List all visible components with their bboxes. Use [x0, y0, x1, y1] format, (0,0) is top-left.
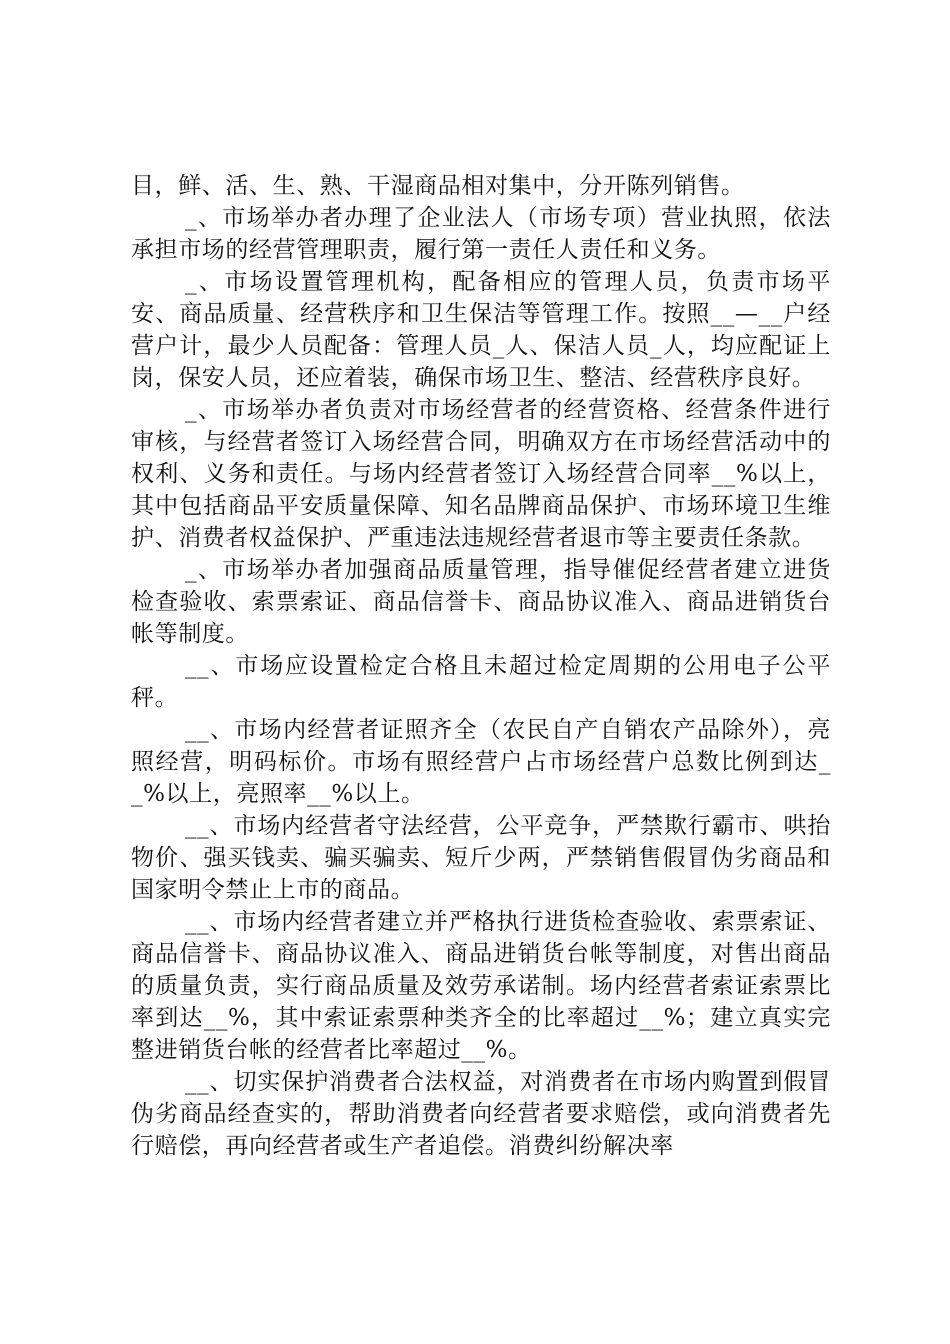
paragraph: _、市场举办者加强商品质量管理，指导催促经营者建立进货检查验收、索票索证、商品信誉卡、商品协议准入、商品进销货台帐等制度。	[131, 557, 831, 647]
paragraph: __、切实保护消费者合法权益，对消费者在市场内购置到假冒伪劣商品经查实的，帮助消费者向经营者要求赔偿，或向消费者先行赔偿，再向经营者或生产者追偿。消费纠纷解决率	[131, 1069, 831, 1159]
paragraph: __、市场内经营者建立并严格执行进货检查验收、索票索证、商品信誉卡、商品协议准入、商品进销货台帐等制度，对售出商品的质量负责，实行商品质量及效劳承诺制。场内经营者索证索票比率到达__%，其中索证索票种类齐全的比率超过__%；建立真实完整进销货台帐的经营者比率超过__%。	[131, 909, 831, 1063]
paragraph: __、市场内经营者证照齐全（农民自产自销农产品除外），亮照经营，明码标价。市场有照经营户占市场经营户总数比例到达__%以上，亮照率__%以上。	[131, 717, 831, 807]
paragraph: __、市场应设置检定合格且未超过检定周期的公用电子公平秤。	[131, 653, 831, 711]
paragraph: _、市场举办者负责对市场经营者的经营资格、经营条件进行审核，与经营者签订入场经营合同，明确双方在市场经营活动中的权利、义务和责任。与场内经营者签订入场经营合同率__%以上，其中包括商品平安质量保障、知名品牌商品保护、市场环境卫生维护、消费者权益保护、严重违法违规经营者退市等主要责任条款。	[131, 397, 831, 551]
paragraph: _、市场举办者办理了企业法人（市场专项）营业执照，依法承担市场的经营管理职责，履行第一责任人责任和义务。	[131, 205, 831, 263]
document-body	[131, 170, 831, 1162]
paragraph: _、市场设置管理机构，配备相应的管理人员，负责市场平安、商品质量、经营秩序和卫生保洁等管理工作。按照__—__户经营户计，最少人员配备：管理人员_人、保洁人员_人，均应配证上岗，保安人员，还应着装，确保市场卫生、整洁、经营秩序良好。	[131, 269, 831, 391]
paragraph: 目，鲜、活、生、熟、干湿商品相对集中，分开陈列销售。	[131, 173, 745, 199]
paragraph: __、市场内经营者守法经营，公平竞争，严禁欺行霸市、哄抬物价、强买钱卖、骗买骗卖、短斤少两，严禁销售假冒伪劣商品和国家明令禁止上市的商品。	[131, 813, 831, 903]
